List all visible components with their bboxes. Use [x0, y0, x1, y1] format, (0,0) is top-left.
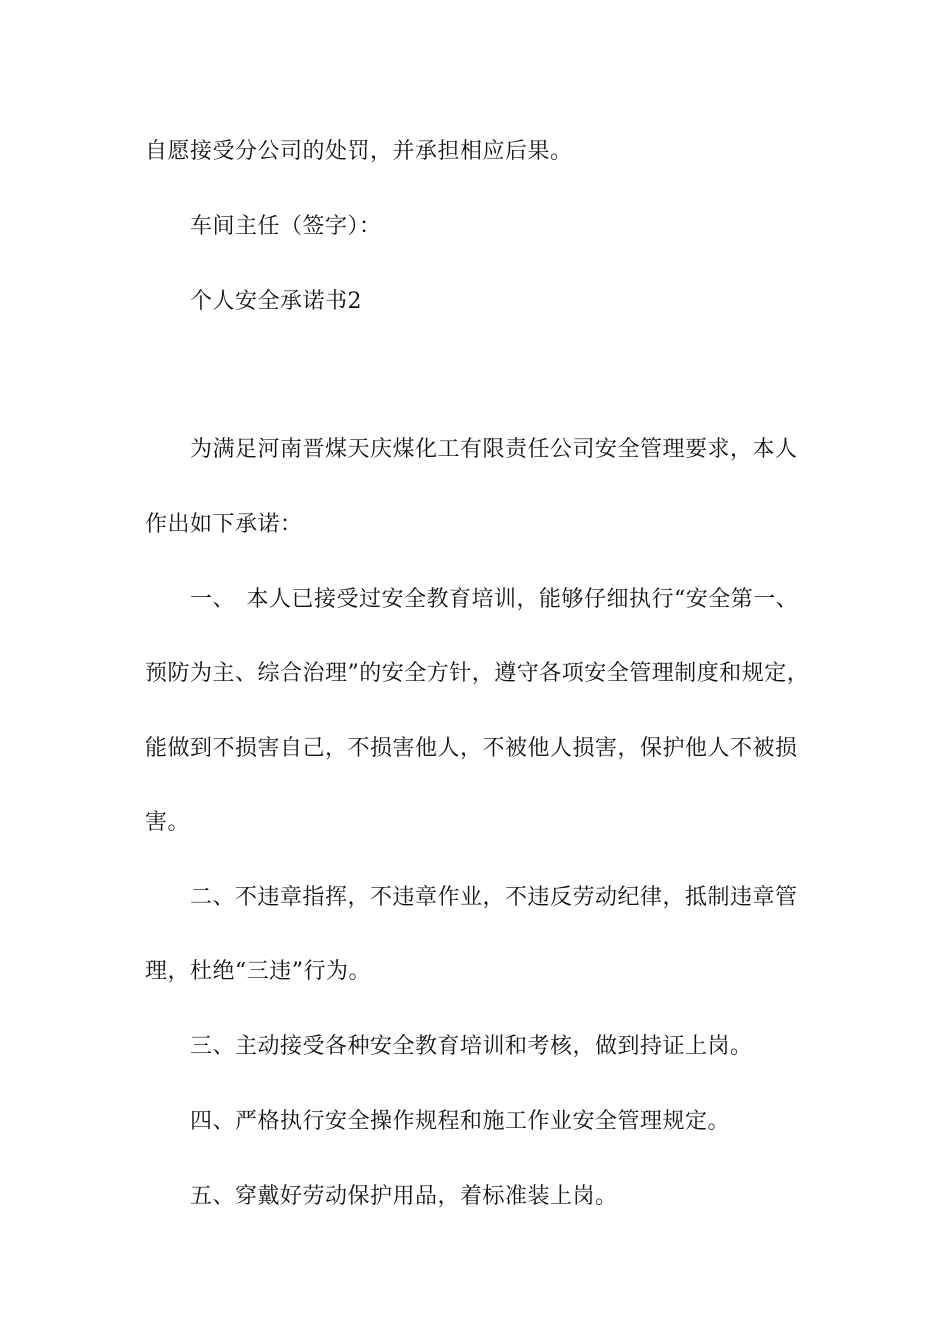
- text-line-item1-2: 预防为主、综合治理”的安全方针，遵守各项安全管理制度和规定，: [145, 661, 810, 686]
- document-title: 个人安全承诺书2: [190, 289, 362, 314]
- text-line-item2-1: 二、不违章指挥，不违章作业，不违反劳动纪律，抵制违章管: [190, 885, 798, 910]
- text-line-item1-4: 害。: [145, 810, 191, 835]
- text-line-intro-2: 作出如下承诺：: [145, 512, 303, 537]
- text-line-item1-3: 能做到不损害自己，不损害他人，不被他人损害，保护他人不被损: [145, 736, 798, 761]
- text-line-item3: 三、主动接受各种安全教育培训和考核，做到持证上岗。: [190, 1034, 753, 1059]
- text-line-penalty: 自愿接受分公司的处罚，并承担相应后果。: [145, 139, 573, 164]
- text-line-item4: 四、严格执行安全操作规程和施工作业安全管理规定。: [190, 1109, 731, 1134]
- text-line-item1-1: 一、 本人已接受过安全教育培训，能够仔细执行“安全第一、: [190, 587, 799, 612]
- text-line-intro-1: 为满足河南晋煤天庆煤化工有限责任公司安全管理要求，本人: [190, 437, 798, 462]
- text-line-item5: 五、穿戴好劳动保护用品，着标准装上岗。: [190, 1184, 618, 1209]
- text-line-item2-2: 理，杜绝“三违”行为。: [145, 959, 371, 984]
- text-line-signature: 车间主任（签字）：: [190, 214, 382, 239]
